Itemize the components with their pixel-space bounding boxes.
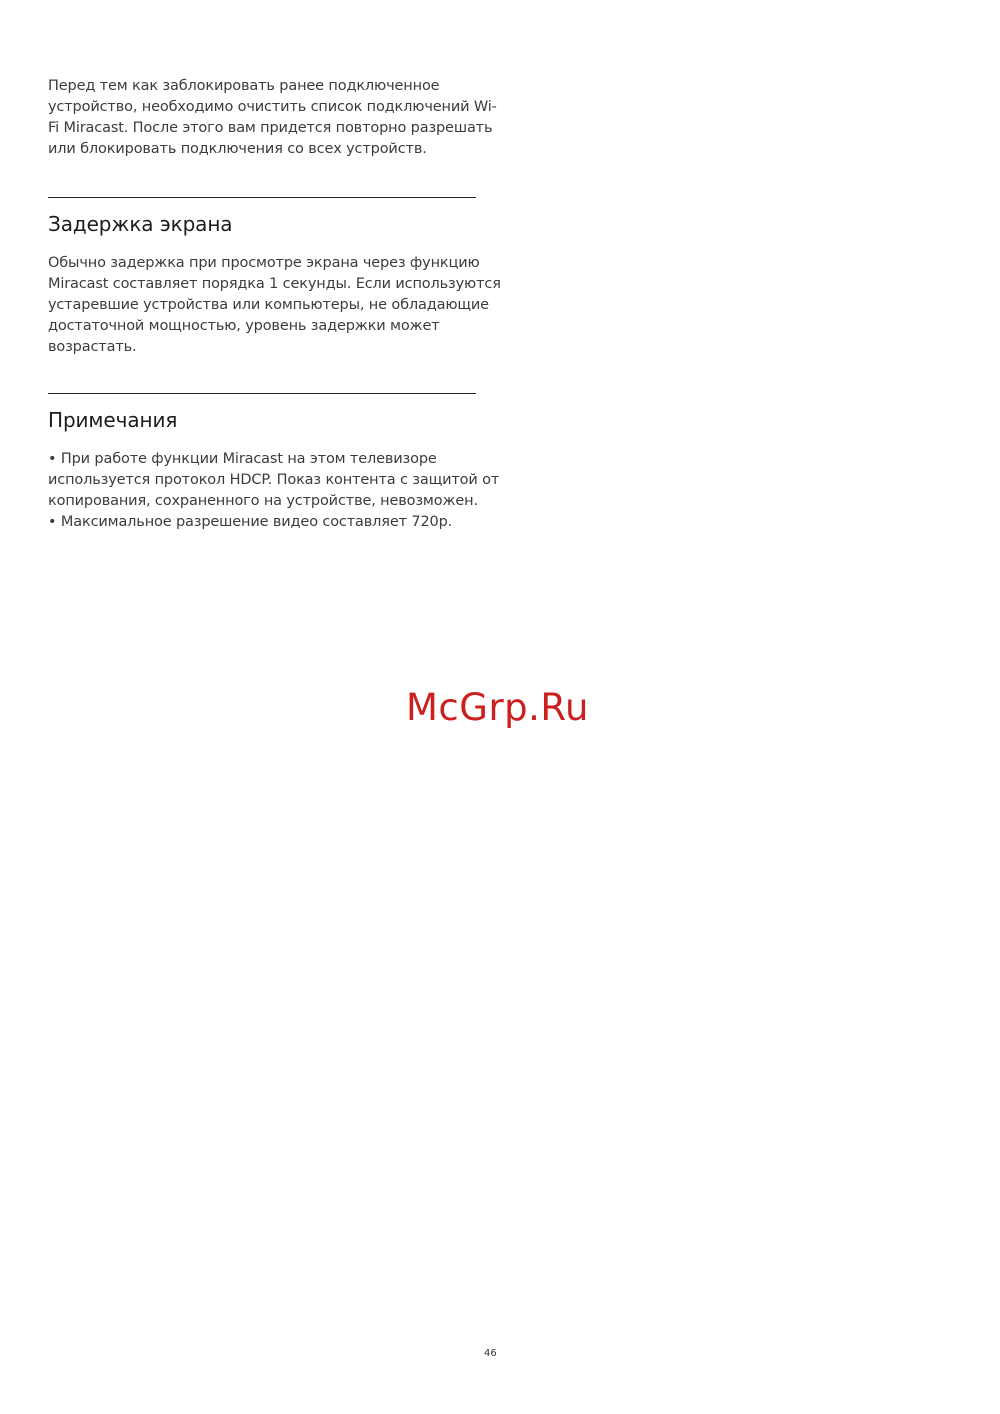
section-notes xyxy=(48,393,500,533)
watermark-text: McGrp.Ru xyxy=(406,686,589,729)
intro-paragraph xyxy=(48,76,497,160)
intro-line: или блокировать подключения со всех устройств. xyxy=(48,141,427,157)
section-divider xyxy=(48,393,476,394)
paragraph-line: • При работе функции Miracast на этом телевизоре xyxy=(48,451,437,467)
paragraph-line: Обычно задержка при просмотре экрана через функцию xyxy=(48,255,480,271)
paragraph-line: достаточной мощностью, уровень задержки может xyxy=(48,318,440,334)
section-divider xyxy=(48,197,476,198)
page-number: 46 xyxy=(484,1348,497,1359)
paragraph-line: возрастать. xyxy=(48,339,137,355)
paragraph-line: • Максимальное разрешение видео составляет 720p. xyxy=(48,514,453,530)
intro-line: устройство, необходимо очистить список подключений Wi- xyxy=(48,99,497,115)
paragraph-line: используется протокол HDCP. Показ контента с защитой от xyxy=(48,472,500,488)
section-screen-delay xyxy=(48,197,501,358)
section-paragraph xyxy=(48,449,500,533)
section-title: Задержка экрана xyxy=(48,212,233,236)
intro-block xyxy=(48,76,497,160)
intro-line: Перед тем как заблокировать ранее подключенное xyxy=(48,78,440,94)
paragraph-line: Miracast составляет порядка 1 секунды. Если используются xyxy=(48,276,501,292)
section-title: Примечания xyxy=(48,408,178,432)
section-paragraph xyxy=(48,253,501,358)
paragraph-line: копирования, сохраненного на устройстве, невозможен. xyxy=(48,493,478,509)
paragraph-line: устаревшие устройства или компьютеры, не обладающие xyxy=(48,297,489,313)
intro-line: Fi Miracast. После этого вам придется повторно разрешать xyxy=(48,120,493,136)
